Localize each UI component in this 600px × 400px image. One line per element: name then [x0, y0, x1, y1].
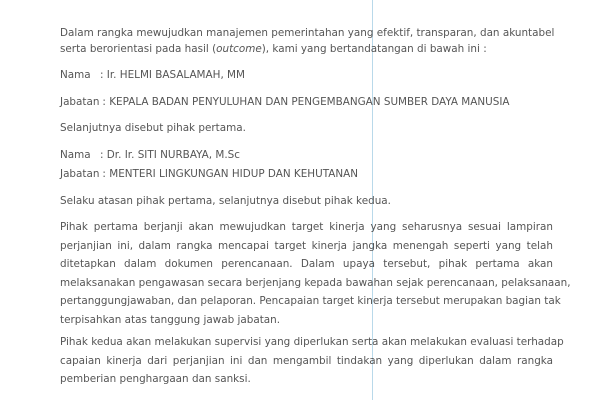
paragraph-two-line: pemberian penghargaan dan sanksi.: [60, 373, 251, 386]
paragraph-one-line: terpisahkan atas tanggung jawab jabatan.: [60, 313, 281, 326]
paragraph-one-line: perjanjian ini, dalam rangka mencapai target kinerja jangka menengah seperti yang telah: [60, 239, 553, 252]
intro-line-1: Dalam rangka mewujudkan manajemen pemerintahan yang efektif, transparan, dan akuntabel: [60, 27, 555, 39]
paragraph-one-line: Pihak pertama berjanji akan mewujudkan target kinerja yang seharusnya sesuai lampiran: [60, 221, 553, 233]
party-one-jabatan-row: [60, 95, 510, 109]
paragraph-one-line: ditetapkan dalam dokumen perencanaan. Dalam upaya tersebut, pihak pertama akan: [60, 258, 553, 271]
paragraph-one: [60, 220, 571, 332]
party-two-jabatan-value: : MENTERI LINGKUNGAN HIDUP DAN KEHUTANAN: [102, 168, 359, 180]
paragraph-two-line: Pihak kedua akan melakukan supervisi yang diperlukan serta akan melakukan evaluasi terhadap: [60, 336, 564, 348]
party-one-jabatan-value: : KEPALA BADAN PENYULUHAN DAN PENGEMBANGAN SUMBER DAYA MANUSIA: [102, 96, 510, 108]
party-two-nama-label: Nama: [60, 149, 91, 161]
party-one-nama-row: [60, 68, 245, 82]
party-one-nama-value: : Ir. HELMI BASALAMAH, MM: [100, 69, 245, 81]
outcome-italic: outcome: [216, 43, 262, 55]
party-one-jabatan-label: Jabatan: [60, 96, 100, 108]
party-one-nama-label: Nama: [60, 69, 91, 81]
intro-line-2: [60, 42, 487, 56]
party-two-jabatan-label: Jabatan: [60, 168, 100, 180]
paragraph-one-line: pertanggungjawaban, dan pelaporan. Pencapaian target kinerja tersebut merupakan bagian tak: [60, 295, 561, 308]
paragraph-two: [60, 335, 564, 391]
intro-line-2-after: ), kami yang bertandatangan di bawah ini :: [261, 43, 487, 55]
paragraph-two-line: capaian kinerja dari perjanjian ini dan mengambil tindakan yang diperlukan dalam rangka: [60, 354, 553, 367]
intro-line-2-before: serta berorientasi pada hasil (: [60, 43, 217, 55]
party-two-nama-value: : Dr. Ir. SITI NURBAYA, M.Sc: [100, 149, 240, 161]
party-two-designation: Selaku atasan pihak pertama, selanjutnya disebut pihak kedua.: [60, 195, 391, 207]
party-two-jabatan-row: [60, 167, 358, 181]
party-two-nama-row: [60, 148, 240, 162]
paragraph-one-line: melaksanakan pengawasan secara berjenjang kepada bawahan sejak perencanaan, pelaksanaan,: [60, 276, 571, 289]
party-one-designation: Selanjutnya disebut pihak pertama.: [60, 122, 246, 134]
